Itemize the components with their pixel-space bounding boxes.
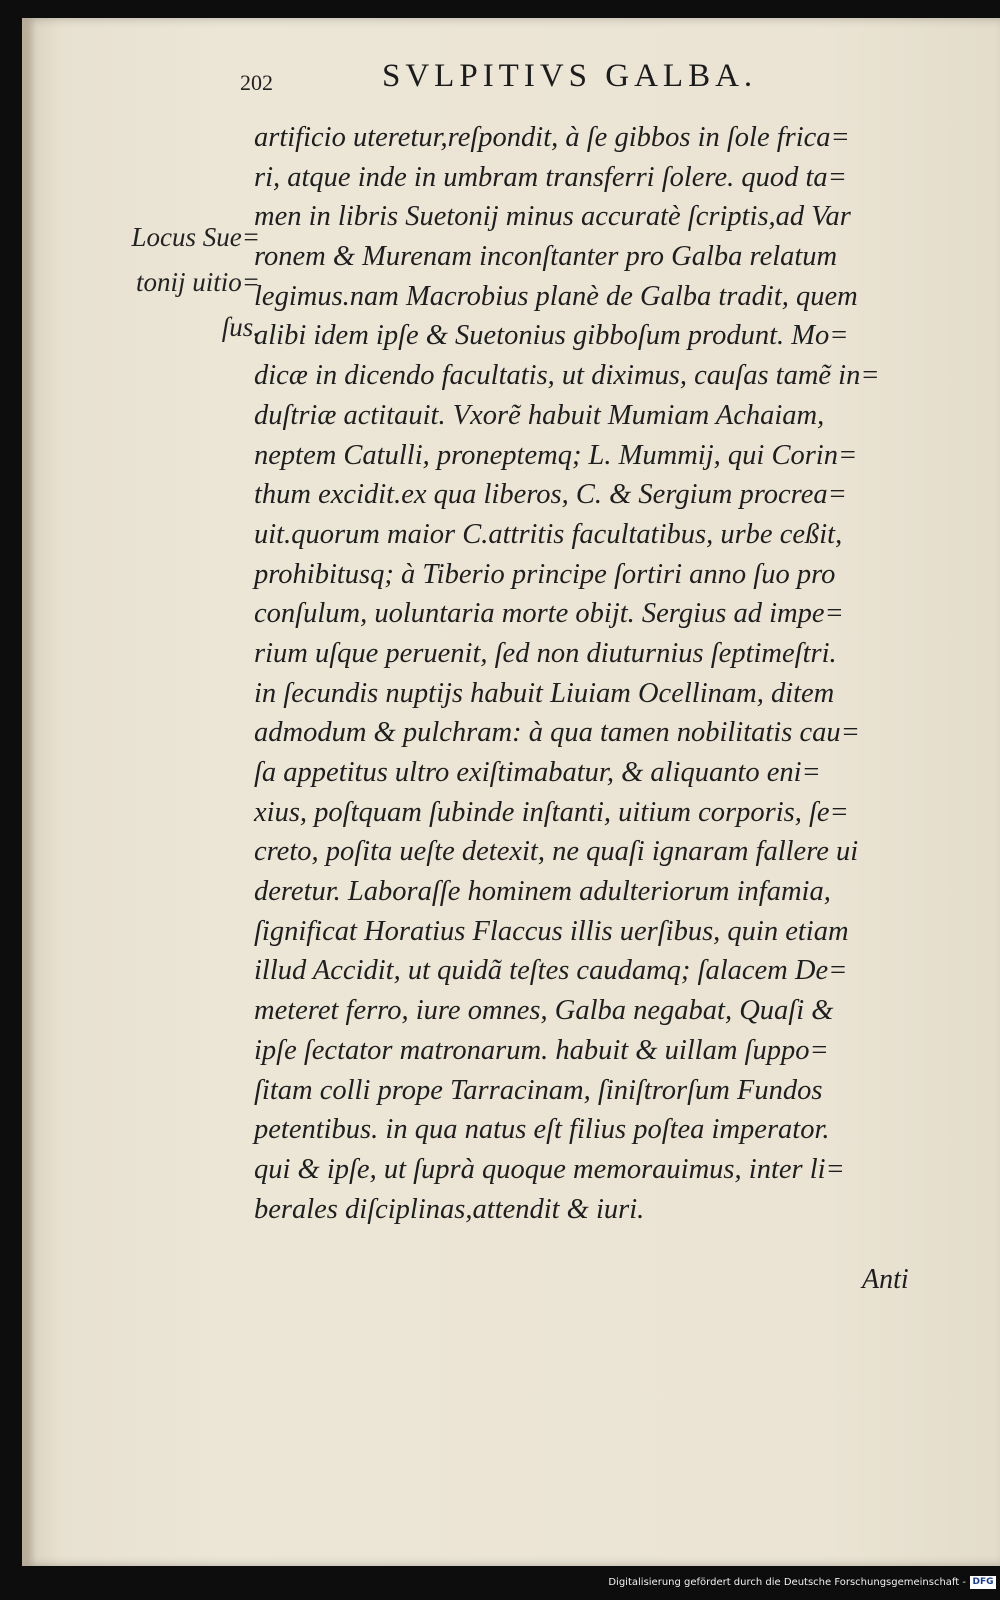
text-line: uit.quorum maior C.attritis facultatibus, urbe ceßit, (254, 518, 843, 550)
text-line: ri, atque inde in umbram transferri ſolere. quod ta= (254, 161, 847, 193)
digitization-credit: Digitalisierung gefördert durch die Deutsche Forschungsgemeinschaft - (608, 1577, 966, 1588)
dfg-logo: DFG (970, 1576, 996, 1589)
margin-note-line: tonij uitio= (136, 267, 260, 297)
text-line: alibi idem ipſe & Suetonius gibboſum produnt. Mo= (254, 320, 849, 352)
text-line: creto, poſita ueſte detexit, ne quaſi ignaram fallere ui (254, 836, 859, 868)
text-line: meteret ferro, iure omnes, Galba negabat, Quaſi & (254, 995, 834, 1027)
text-line: in ſecundis nuptijs habuit Liuiam Ocellinam, ditem (254, 677, 835, 709)
margin-note-line: Locus Sue= (131, 222, 260, 252)
text-line: rium uſque peruenit, ſed non diuturnius ſeptimeſtri. (254, 637, 837, 669)
text-line: thum excidit.ex qua liberos, C. & Sergium procrea= (254, 479, 847, 511)
text-line: legimus.nam Macrobius planè de Galba tradit, quem (254, 280, 858, 312)
page-gutter-shadow (22, 18, 36, 1566)
catchword: Anti (862, 1264, 909, 1295)
margin-note-line: ſus. (221, 312, 260, 342)
text-line: ſa appetitus ultro exiſtimabatur, & aliquanto eni= (254, 757, 821, 788)
text-line: ſignificat Horatius Flaccus illis uerſibus, quin etiam (254, 915, 849, 947)
text-line: ronem & Murenam inconſtanter pro Galba relatum (254, 241, 838, 273)
text-line: petentibus. in qua natus eſt filius poſtea imperator. (254, 1114, 830, 1146)
text-line: artificio uteretur,reſpondit, à ſe gibbos in ſole frica= (254, 122, 850, 153)
text-line: dicæ in dicendo facultatis, ut diximus, cauſas tamẽ in= (254, 360, 880, 392)
text-line: ſitam colli prope Tarracinam, ſiniſtrorſum Fundos (254, 1074, 823, 1106)
text-line: qui & ipſe, ut ſuprà quoque memorauimus, inter li= (254, 1153, 845, 1185)
text-line: duſtriæ actitauit. Vxorẽ habuit Mumiam Achaiam, (254, 399, 825, 431)
body-text (254, 118, 954, 1229)
text-line: berales diſciplinas,attendit & iuri. (254, 1193, 645, 1225)
running-head (22, 58, 1000, 98)
text-line: ipſe ſectator matronarum. habuit & uillam ſuppo= (254, 1034, 829, 1066)
text-line: men in libris Suetonij minus accuratè ſcriptis,ad Var (254, 201, 851, 233)
text-line: xius, poſtquam ſubinde inſtanti, uitium corporis, ſe= (254, 796, 849, 828)
text-line: admodum & pulchram: à qua tamen nobilitatis cau= (254, 717, 860, 749)
text-line: prohibitusq; à Tiberio principe ſortiri anno ſuo pro (254, 558, 836, 590)
page-number: 202 (240, 70, 273, 95)
margin-note (60, 215, 260, 350)
text-line: neptem Catulli, proneptemq; L. Mummij, qui Corin= (254, 439, 858, 471)
running-title: SVLPITIVS GALBA. (382, 58, 758, 94)
text-line: conſulum, uoluntaria morte obijt. Sergius ad impe= (254, 598, 844, 630)
book-page (22, 18, 1000, 1566)
text-line: deretur. Laboraſſe hominem adulteriorum infamia, (254, 876, 831, 908)
text-line: illud Accidit, ut quidã teſtes caudamq; ſalacem De= (254, 955, 848, 987)
